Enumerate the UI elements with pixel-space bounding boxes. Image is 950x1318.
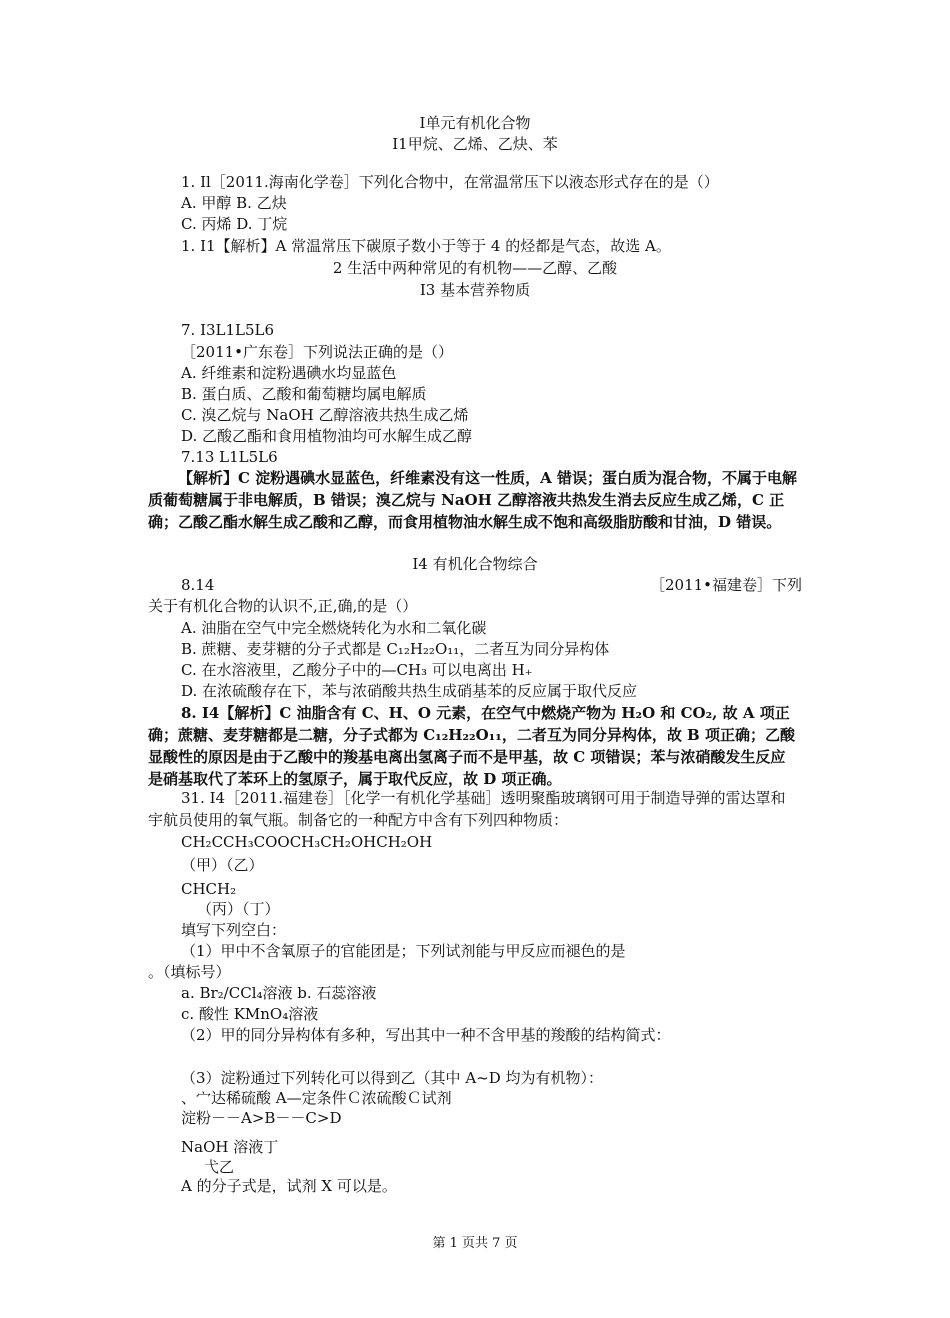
question-8-source: ［2011•福建卷］下列	[650, 576, 803, 594]
question-7-code: 7. I3L1L5L6	[181, 321, 275, 339]
document-title: I单元有机化合物	[419, 114, 531, 132]
fill-instruction: 填写下列空白：	[181, 921, 287, 939]
label-jia-yi: （甲）（乙）	[181, 856, 264, 874]
question-7-code2: 7.13 L1L5L6	[181, 448, 278, 466]
scheme-naoh: NaOH 溶液丁	[181, 1138, 279, 1156]
question-8-answer: 8. I4【解析】C 油脂含有 C、H、O 元素，在空气中燃烧产物为 H₂O 和 CO₂, 故 A 项正确；蔗糖、麦芽糖都是二糖，分子式都为 C₁₂H₂₂O₁₁，二者互为同分异构体，故 B 项正确；乙酸显酸性的原因是由于乙酸中的羧基电离出氢离子而不是甲基，故 C 项错误；苯与浓硝酸发生反应是硝基取代了苯环上的氢原子，属于取代反应，故 D 项正确。	[148, 704, 795, 788]
scheme-conditions: 、宀达稀硫酸 A—定条件Ｃ浓硫酸Ｃ试剂	[181, 1089, 452, 1107]
question-1-options-cd: C. 丙烯 D. 丁烷	[181, 215, 288, 233]
question-7-option-d: D. 乙酸乙酯和食用植物油均可水解生成乙醇	[181, 427, 473, 445]
question-8-stem: 关于有机化合物的认识不,正,确,的是（）	[148, 597, 418, 615]
question-1-answer: 1. I1【解析】A 常温常压下碳原子数小于等于 4 的烃都是气态，故选 A。	[181, 237, 671, 255]
part-1-hint: 。（填标号）	[148, 963, 231, 981]
part-3-subquestion: A 的分子式是，试剂 X 可以是。	[181, 1177, 397, 1195]
scheme-product: 弋乙	[204, 1158, 235, 1176]
question-1-stem: 1. Il［2011.海南化学卷］下列化合物中，在常温常压下以液态形式存在的是（）	[181, 173, 719, 191]
question-7-stem: ［2011•广东卷］下列说法正确的是（）	[181, 343, 454, 361]
section-heading-i1: I1甲烷、乙烯、乙炔、苯	[392, 135, 558, 153]
formula-bing-ding: CHCH₂	[181, 880, 237, 898]
part-1-question: （1）甲中不含氧原子的官能团是；下列试剂能与甲反应而褪色的是	[181, 942, 626, 960]
part-1-options-ab: a. Br₂/CCl₄溶液 b. 石蕊溶液	[181, 984, 377, 1002]
question-8-option-c: C. 在水溶液里，乙酸分子中的—CH₃ 可以电离出 H₊	[181, 661, 533, 679]
section-heading-i2: 2 生活中两种常见的有机物——乙醇、乙酸	[332, 259, 618, 277]
question-7-option-a: A. 纤维素和淀粉遇碘水均显蓝色	[181, 364, 397, 382]
section-heading-i4: I4 有机化合物综合	[412, 555, 538, 573]
question-8-code: 8.14	[181, 576, 215, 594]
section-heading-i3: I3 基本营养物质	[419, 281, 531, 299]
question-8-option-b: B. 蔗糖、麦芽糖的分子式都是 C₁₂H₂₂O₁₁，二者互为同分异构体	[181, 640, 610, 658]
question-7-option-b: B. 蛋白质、乙酸和葡萄糖均属电解质	[181, 385, 427, 403]
question-31-stem: 31. I4［2011.福建卷］［化学一有机化学基础］透明聚酯玻璃钢可用于制造导弹的雷达罩和宇航员使用的氧气瓶。制备它的一种配方中含有下列四种物质：	[148, 789, 786, 829]
label-bing-ding: （丙）（丁）	[197, 900, 280, 918]
question-8-option-a: A. 油脂在空气中完全燃烧转化为水和二氧化碳	[181, 619, 487, 637]
scheme-main-line: 淀粉－－A>B－－C>D	[181, 1109, 342, 1127]
part-3-question: （3）淀粉通过下列转化可以得到乙（其中 A~D 均为有机物）：	[181, 1069, 604, 1087]
question-7-answer: 【解析】C 淀粉遇碘水显蓝色，纤维素没有这一性质，A 错误；蛋白质为混合物，不属于电解质葡萄糖属于非电解质，B 错误；溴乙烷与 NaOH 乙醇溶液共热发生消去反应生成乙烯，C 正确；乙酸乙酯水解生成乙酸和乙醇，而食用植物油水解生成不饱和高级脂肪酸和甘油，D 错误。	[148, 469, 798, 531]
question-8-option-d: D. 在浓硫酸存在下，苯与浓硝酸共热生成硝基苯的反应属于取代反应	[181, 682, 638, 700]
formula-jia-yi: CH₂CCH₃COOCH₃CH₂OHCH₂OH	[181, 833, 433, 851]
part-1-option-c: c. 酸性 KMnO₄溶液	[181, 1005, 319, 1023]
part-2-question: （2）甲的同分异构体有多种，写出其中一种不含甲基的羧酸的结构简式：	[181, 1026, 671, 1044]
page-footer: 第 1 页共 7 页	[432, 1236, 518, 1251]
question-7-option-c: C. 溴乙烷与 NaOH 乙醇溶液共热生成乙烯	[181, 406, 469, 424]
question-1-options-ab: A. 甲醇 B. 乙炔	[181, 194, 287, 212]
